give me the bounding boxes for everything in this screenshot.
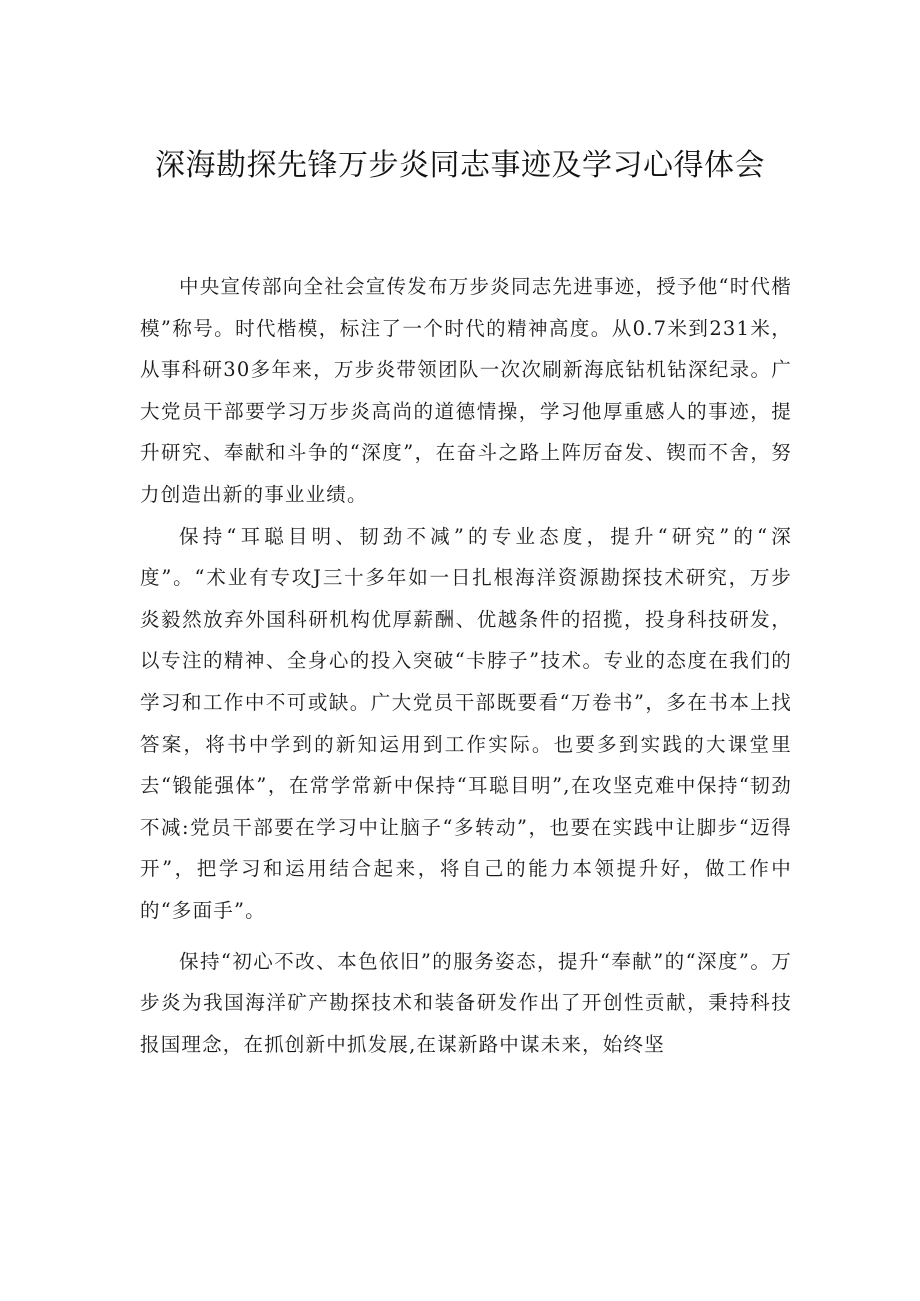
paragraph-research: 保持“耳聪目明、韧劲不减”的专业态度，提升“研究”的“深度”。“术业有专攻J三十多年如一日扎根海洋资源勘探技术研究，万步炎毅然放弃外国科研机构优厚薪酬、优越条件的招揽，投身科技研发，以专注的精神、全身心的投入突破“卡脖子”技术。专业的态度在我们的学习和工作中不可或缺。广大党员干部既要看“万卷书”，多在书本上找答案，将书中学到的新知运用到工作实际。也要多到实践的大课堂里去“锻能强体”，在常学常新中保持“耳聪目明”,在攻坚克难中保持“韧劲不减:党员干部要在学习中让脑子“多转动”，也要在实践中让脚步“迈得开”，把学习和运用结合起来，将自己的能力本领提升好，做工作中的“多面手”。 — [140, 524, 792, 922]
paragraph-dedication: 保持“初心不改、本色依旧”的服务姿态，提升“奉献”的“深度”。万步炎为我国海洋矿产勘探技术和装备研发作出了开创性贡献，秉持科技报国理念，在抓创新中抓发展,在谋新路中谋未来，始终坚 — [140, 949, 792, 1056]
document-body — [140, 266, 792, 1065]
paragraph-intro: 中央宣传部向全社会宣传发布万步炎同志先进事迹，授予他“时代楷模”称号。时代楷模，标注了一个时代的精神高度。从0.7米到231米，从事科研30多年来，万步炎带领团队一次次刷新海底钻机钻深纪录。广大党员干部要学习万步炎高尚的道德情操，学习他厚重感人的事迹，提升研究、奉献和斗争的“深度”，在奋斗之路上阵厉奋发、锲而不舍，努力创造出新的事业业绩。 — [140, 275, 792, 506]
document-title: 深海勘探先锋万步炎同志事迹及学习心得体会 — [155, 148, 765, 183]
paragraph-gap — [140, 932, 792, 941]
